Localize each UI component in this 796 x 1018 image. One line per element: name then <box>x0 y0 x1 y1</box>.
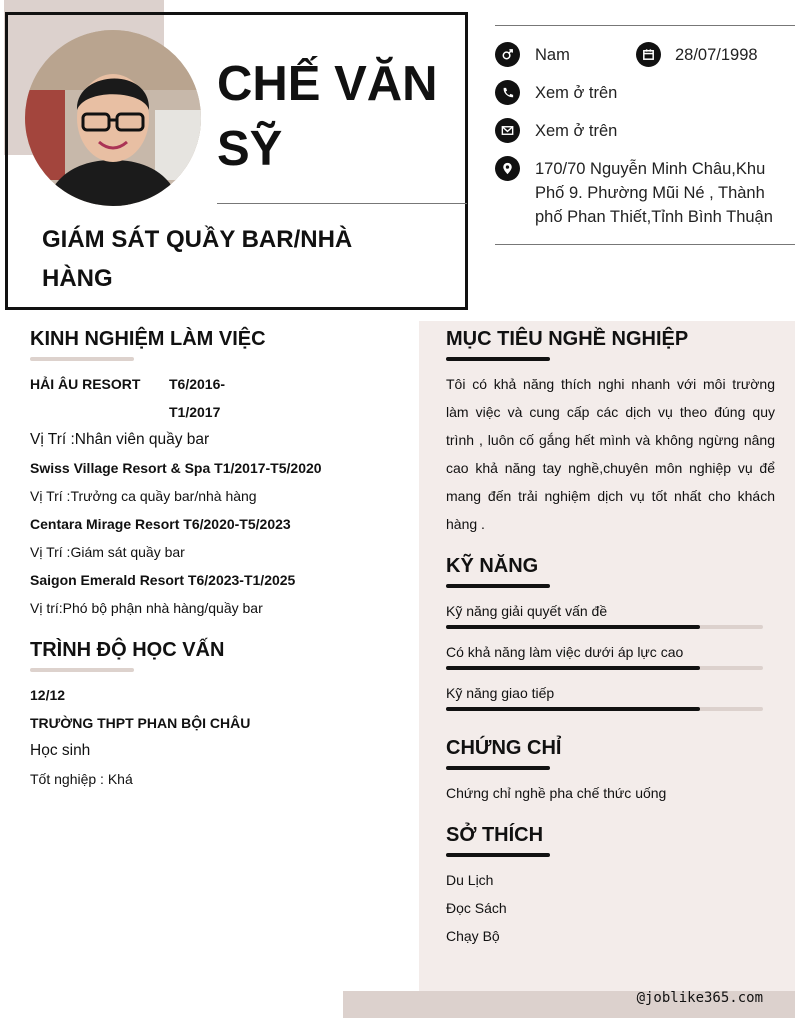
job-title: GIÁM SÁT QUẦY BAR/NHÀ HÀNG <box>42 226 353 292</box>
objective-text: Tôi có khả năng thích nghi nhanh với môi trường làm việc và cung cấp các dịch vụ theo đúng quy trình , luôn cố gắng hết mình và không ngừng nâng cao khả năng tay nghề,chuyên môn nghiệp vụ để mang đến trải nghiệm dịch vụ tốt nhất cho khách hàng . <box>446 376 775 532</box>
phone-value: Xem ở trên <box>535 84 618 102</box>
work-period: T1/2017 <box>169 404 221 420</box>
education-result: Tốt nghiệp : Khá <box>30 771 133 787</box>
gender-value: Nam <box>535 46 570 64</box>
divider <box>495 244 795 245</box>
hobby-item: Đọc Sách <box>446 900 507 916</box>
skill-bar <box>446 666 763 670</box>
phone-icon <box>495 80 520 105</box>
skill-bar-fill <box>446 707 700 711</box>
work-period: T6/2016- <box>169 376 226 392</box>
certificate-item: Chứng chỉ nghề pha chế thức uống <box>446 785 667 801</box>
education-major: Học sinh <box>30 742 91 759</box>
skill-bar-fill <box>446 666 700 670</box>
work-role: Vị Trí :Giám sát quầy bar <box>30 544 185 560</box>
section-underline <box>30 357 134 361</box>
hobby-item: Du Lịch <box>446 872 494 888</box>
experience-title: KINH NGHIỆM LÀM VIỆC <box>30 328 266 350</box>
divider <box>495 25 795 26</box>
section-underline <box>446 584 550 588</box>
watermark: @joblike365.com <box>636 990 763 1006</box>
objective-title: MỤC TIÊU NGHỀ NGHIỆP <box>446 328 689 350</box>
education-grade: 12/12 <box>30 687 66 703</box>
location-icon <box>495 156 520 181</box>
divider <box>217 203 467 204</box>
skills-title: KỸ NĂNG <box>446 555 539 577</box>
school-name: TRƯỜNG THPT PHAN BỘI CHÂU <box>30 715 251 731</box>
company-name: HẢI ÂU RESORT <box>30 376 141 392</box>
hobby-item: Chạy Bộ <box>446 928 500 944</box>
candidate-name: CHẾ VĂN SỸ <box>217 57 438 176</box>
gender-icon <box>495 42 520 67</box>
email-icon <box>495 118 520 143</box>
company-period: Centara Mirage Resort T6/2020-T5/2023 <box>30 516 291 532</box>
work-role: Vị Trí :Trưởng ca quầy bar/nhà hàng <box>30 488 257 504</box>
section-underline <box>446 357 550 361</box>
section-underline <box>446 853 550 857</box>
skill-label: Kỹ năng giải quyết vấn đề <box>446 603 608 619</box>
education-title: TRÌNH ĐỘ HỌC VẤN <box>30 639 225 661</box>
hobbies-title: SỞ THÍCH <box>446 824 544 846</box>
skill-bar-fill <box>446 625 700 629</box>
email-value: Xem ở trên <box>535 122 618 140</box>
birth-date: 28/07/1998 <box>675 46 758 64</box>
skill-label: Kỹ năng giao tiếp <box>446 685 555 701</box>
work-role: Vị trí:Phó bộ phận nhà hàng/quầy bar <box>30 600 263 616</box>
skill-bar <box>446 625 763 629</box>
work-role: Vị Trí :Nhân viên quầy bar <box>30 431 210 448</box>
address-value: 170/70 Nguyễn Minh Châu,Khu Phố 9. Phường Mũi Né , Thành phố Phan Thiết,Tỉnh Bình Thuận <box>535 160 773 226</box>
skill-label: Có khả năng làm việc dưới áp lực cao <box>446 644 684 660</box>
skill-bar <box>446 707 763 711</box>
avatar <box>25 30 201 206</box>
company-period: Saigon Emerald Resort T6/2023-T1/2025 <box>30 572 296 588</box>
calendar-icon <box>636 42 661 67</box>
section-underline <box>30 668 134 672</box>
certificates-title: CHỨNG CHỈ <box>446 737 562 759</box>
company-period: Swiss Village Resort & Spa T1/2017-T5/2020 <box>30 460 322 476</box>
section-underline <box>446 766 550 770</box>
